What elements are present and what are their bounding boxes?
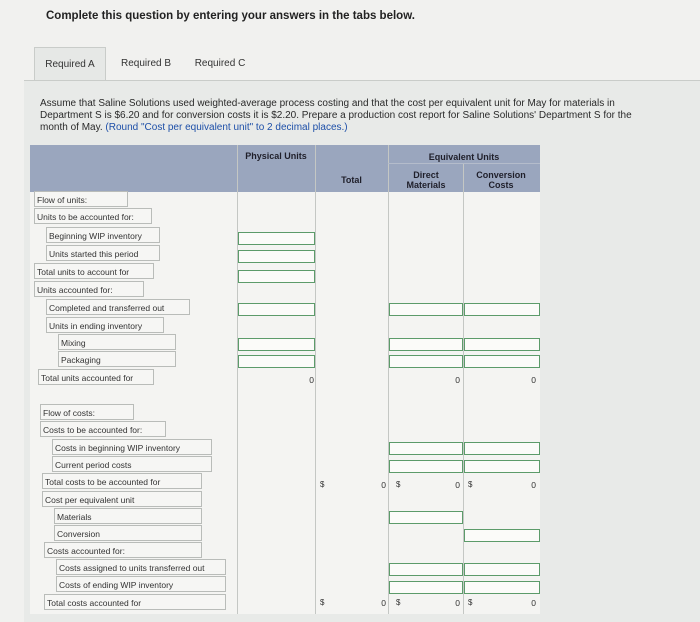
input-cost-per-eu-materials[interactable]	[389, 511, 463, 524]
label-units-accounted: Units accounted for:	[34, 281, 144, 297]
tab-required-c[interactable]: Required C	[194, 58, 246, 69]
instructions	[40, 98, 660, 134]
label-cost-per-eu: Cost per equivalent unit	[42, 491, 202, 507]
input-total-to-account-physical[interactable]	[238, 270, 315, 283]
tab-required-a[interactable]: Required A	[34, 47, 106, 81]
input-units-started-physical[interactable]	[238, 250, 315, 263]
total-costs-conversion: 0	[531, 480, 536, 490]
label-current-costs[interactable]: Current period costs	[52, 456, 212, 472]
label-costs-ending[interactable]: Costs of ending WIP inventory	[56, 576, 226, 592]
input-current-costs-conversion[interactable]	[464, 460, 540, 473]
input-transferred-conversion[interactable]	[464, 563, 540, 576]
currency-total-costs-materials: $	[396, 480, 401, 489]
label-materials: Materials	[54, 508, 202, 524]
input-transferred-materials[interactable]	[389, 563, 463, 576]
input-costs-beginning-conversion[interactable]	[464, 442, 540, 455]
tab-required-b[interactable]: Required B	[120, 58, 172, 69]
label-conversion: Conversion	[54, 525, 202, 541]
label-total-costs-accounted: Total costs accounted for	[44, 594, 226, 610]
total-costs-total: 0	[381, 480, 386, 490]
label-units-to-account: Units to be accounted for:	[34, 208, 152, 224]
input-completed-conversion[interactable]	[464, 303, 540, 316]
header-physical-units: Physical Units	[245, 151, 307, 161]
header-equivalent-units: Equivalent Units	[428, 152, 500, 162]
label-costs-transferred[interactable]: Costs assigned to units transferred out	[56, 559, 226, 575]
label-total-costs: Total costs to be accounted for	[42, 473, 202, 489]
input-completed-materials[interactable]	[389, 303, 463, 316]
input-current-costs-materials[interactable]	[389, 460, 463, 473]
label-beginning-wip[interactable]: Beginning WIP inventory	[46, 227, 160, 243]
currency-total-costs: $	[320, 480, 325, 489]
currency-total-accounted: $	[320, 598, 325, 607]
instructions-text: Assume that Saline Solutions used weighted-average process costing and that the cost per equivalent unit for May for materials in Department S is $6.20 and for conversion costs it is $2.20. Prepare a production cost report for Saline Solutions' Department S for the month of May.	[40, 98, 632, 133]
label-costs-accounted: Costs accounted for:	[44, 542, 202, 558]
input-beginning-wip-physical[interactable]	[238, 232, 315, 245]
input-mixing-physical[interactable]	[238, 338, 315, 351]
input-mixing-conversion[interactable]	[464, 338, 540, 351]
total-units-materials: 0	[455, 375, 460, 385]
label-completed[interactable]: Completed and transferred out	[46, 299, 190, 315]
label-mixing[interactable]: Mixing	[58, 334, 176, 350]
total-costs-materials: 0	[455, 480, 460, 490]
label-total-to-account: Total units to account for	[34, 263, 154, 279]
currency-total-costs-conversion: $	[468, 480, 473, 489]
label-flow-of-costs: Flow of costs:	[40, 404, 134, 420]
input-mixing-materials[interactable]	[389, 338, 463, 351]
label-costs-beginning[interactable]: Costs in beginning WIP inventory	[52, 439, 212, 455]
input-costs-beginning-materials[interactable]	[389, 442, 463, 455]
input-cost-per-eu-conversion[interactable]	[464, 529, 540, 542]
input-completed-physical[interactable]	[238, 303, 315, 316]
input-packaging-materials[interactable]	[389, 355, 463, 368]
header-total: Total	[341, 175, 362, 185]
input-ending-materials[interactable]	[389, 581, 463, 594]
total-accounted-conversion: 0	[531, 598, 536, 608]
question-heading: Complete this question by entering your answers in the tabs below.	[46, 10, 415, 22]
label-flow-of-units: Flow of units:	[34, 191, 128, 207]
input-packaging-conversion[interactable]	[464, 355, 540, 368]
label-units-started[interactable]: Units started this period	[46, 245, 160, 261]
label-costs-to-account: Costs to be accounted for:	[40, 421, 166, 437]
currency-total-accounted-materials: $	[396, 598, 401, 607]
production-cost-report	[30, 145, 540, 614]
label-packaging[interactable]: Packaging	[58, 351, 176, 367]
currency-total-accounted-conversion: $	[468, 598, 473, 607]
label-ending-inventory[interactable]: Units in ending inventory	[46, 317, 164, 333]
total-accounted-total: 0	[381, 598, 386, 608]
total-units-physical: 0	[309, 375, 314, 385]
total-accounted-materials: 0	[455, 598, 460, 608]
input-packaging-physical[interactable]	[238, 355, 315, 368]
rounding-note: (Round "Cost per equivalent unit" to 2 decimal places.)	[105, 122, 348, 133]
header-conversion-costs: Conversion Costs	[476, 170, 526, 190]
input-ending-conversion[interactable]	[464, 581, 540, 594]
header-direct-materials: Direct Materials	[406, 170, 446, 190]
label-total-accounted: Total units accounted for	[38, 369, 154, 385]
total-units-conversion: 0	[531, 375, 536, 385]
